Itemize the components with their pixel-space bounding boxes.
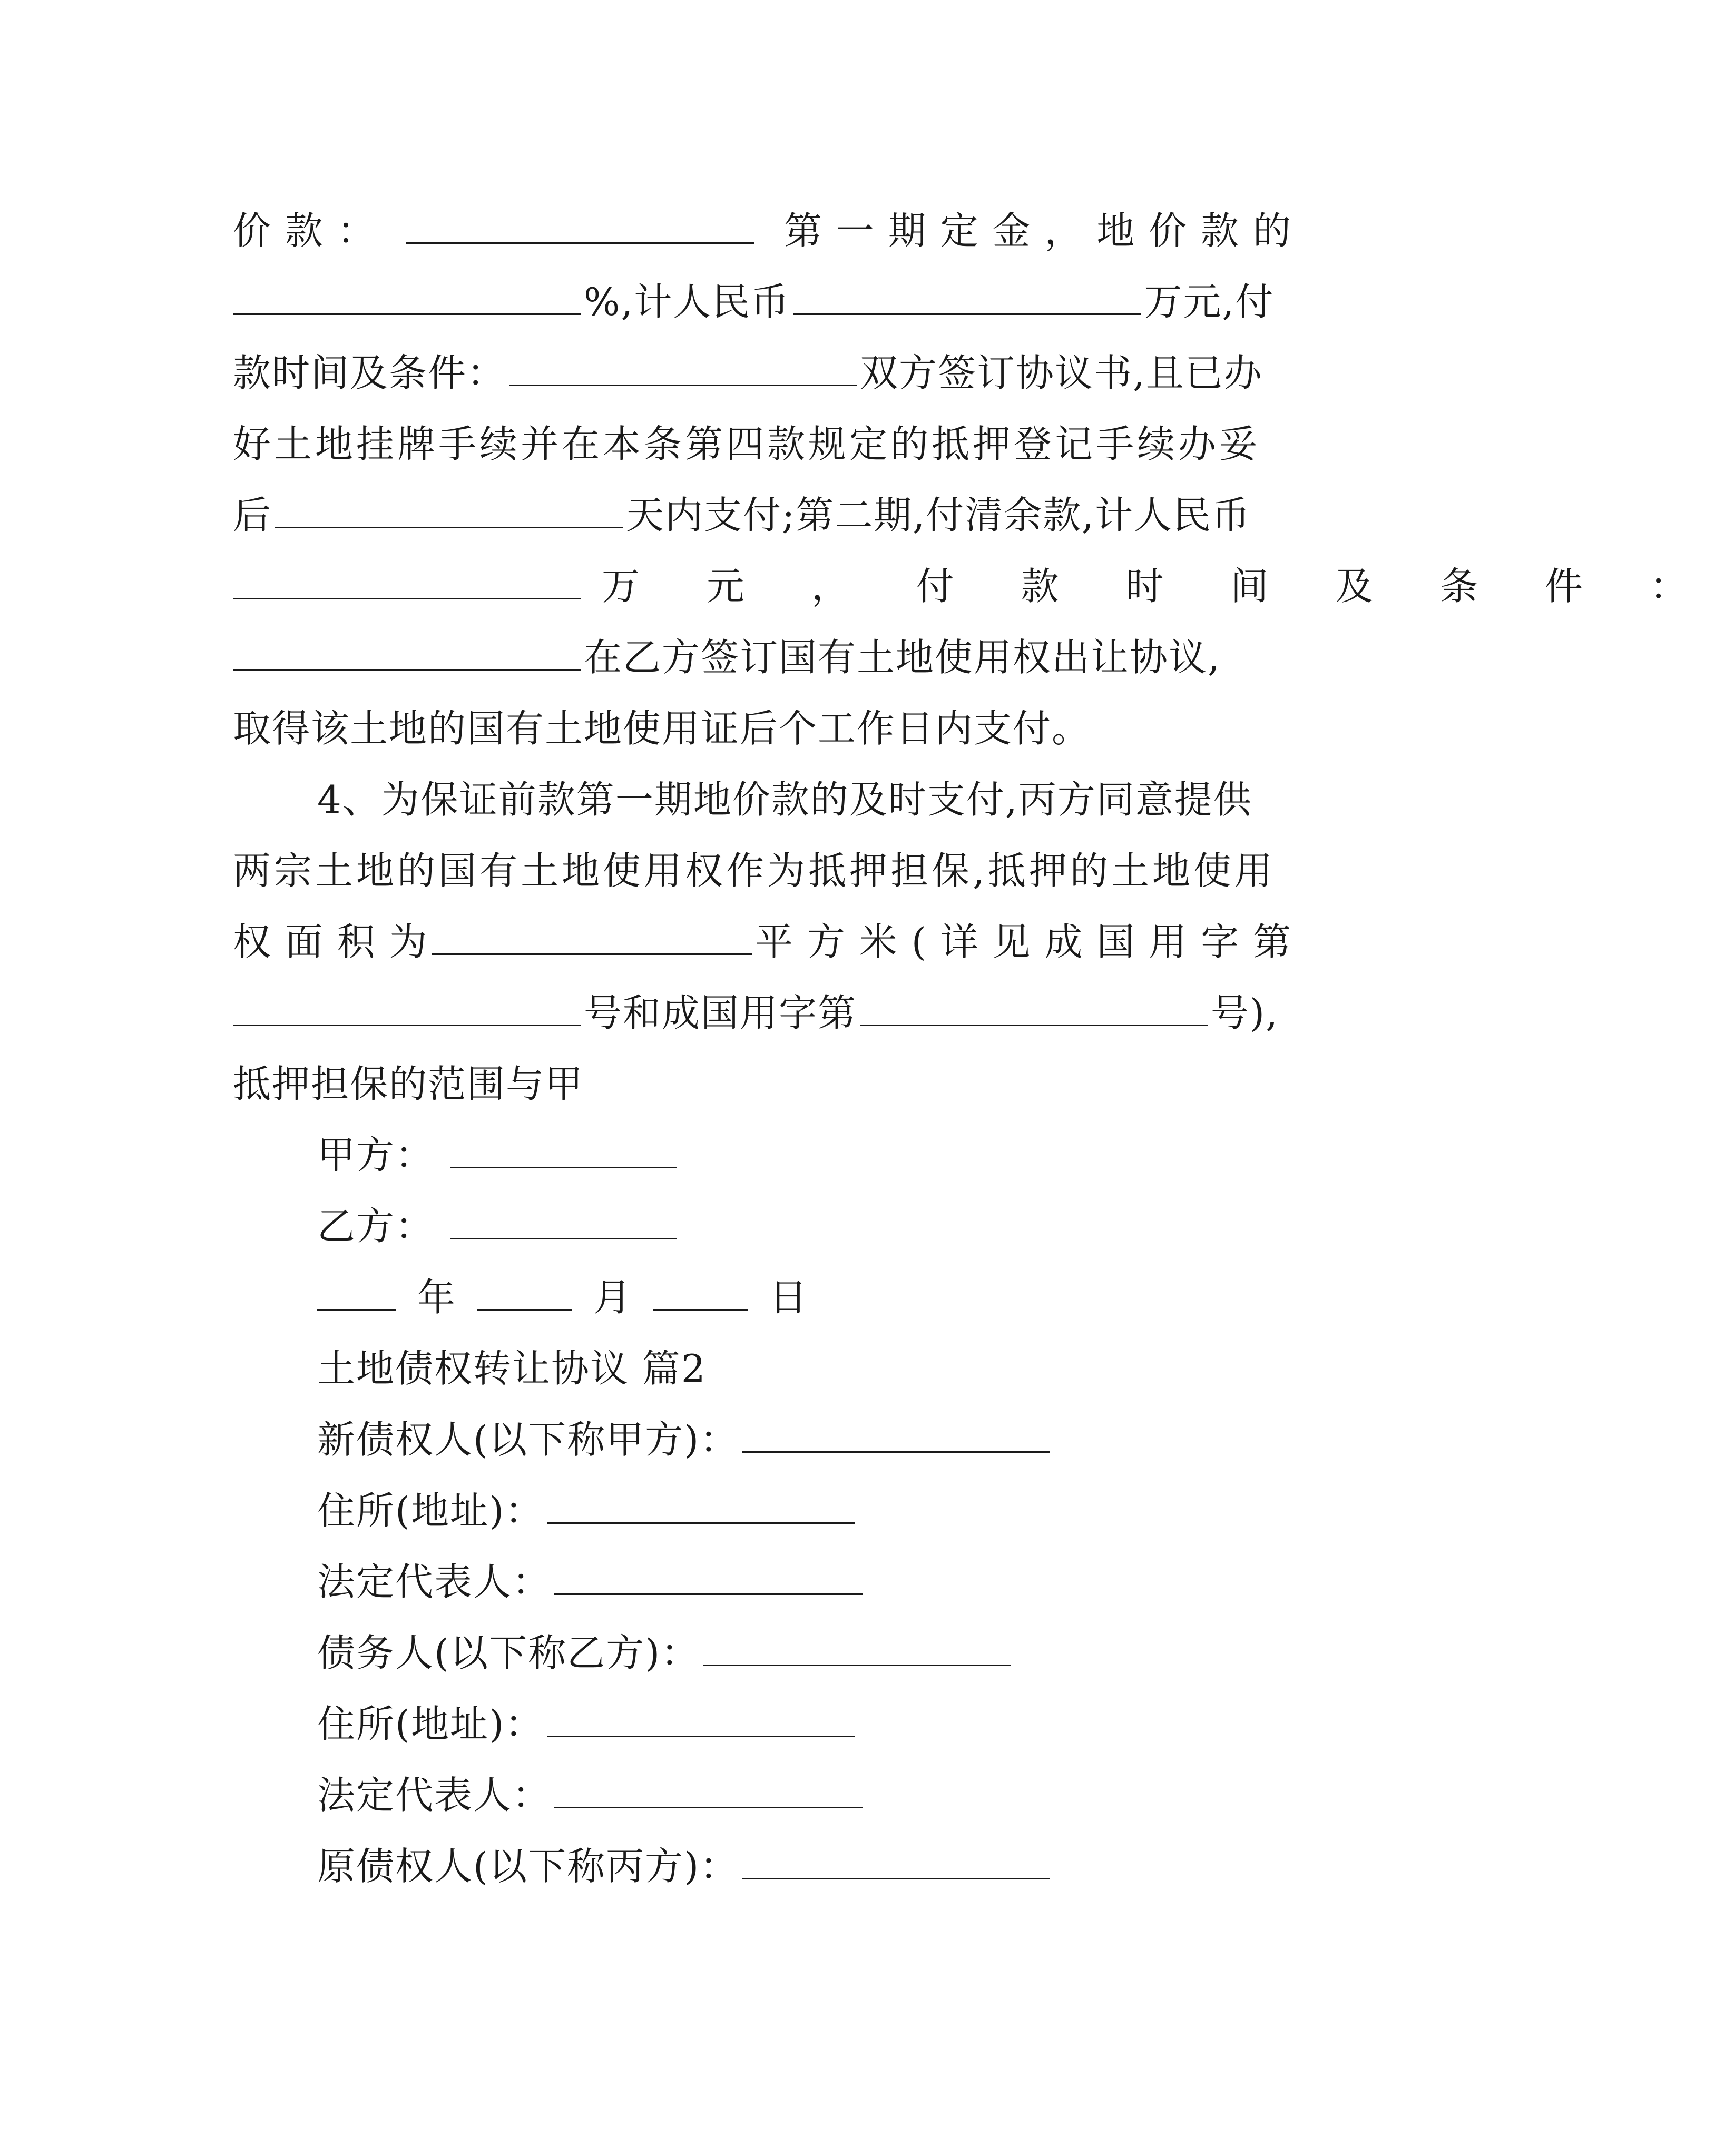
p1-l2-text-a: %,计人民币	[584, 280, 790, 324]
legal-rep-blank-2[interactable]	[554, 1776, 863, 1808]
p1-line-1	[233, 206, 1292, 255]
legal-rep-label-1: 法定代表人：	[317, 1560, 552, 1604]
p1-l2-text-b: 万元,付	[1144, 280, 1275, 324]
p1-l3-text-b: 双方签订协议书,且已办	[860, 351, 1263, 395]
p1-l3-text-a: 款时间及条件：	[233, 351, 506, 395]
rmb-amount-blank-1[interactable]	[793, 283, 1141, 315]
p2-l1-text: 4、为保证前款第一期地价款的及时支付,丙方同意提供	[317, 777, 1252, 822]
new-creditor-label: 新债权人(以下称甲方)：	[317, 1417, 739, 1462]
p1-l8-text: 取得该土地的国有土地使用证后个工作日内支付。	[233, 706, 1091, 751]
party-a-signature-line	[317, 1131, 680, 1179]
legal-rep-blank-1[interactable]	[554, 1563, 863, 1595]
new-creditor-blank[interactable]	[742, 1421, 1050, 1453]
address-label-1: 住所(地址)：	[317, 1489, 544, 1533]
p2-line-3	[233, 918, 1292, 966]
party-a-blank[interactable]	[450, 1136, 677, 1168]
year-label: 年	[417, 1275, 457, 1320]
day-blank[interactable]	[653, 1278, 748, 1311]
p1-l7-text: 在乙方签订国有土地使用权出让协议,	[584, 635, 1221, 680]
month-blank[interactable]	[477, 1278, 572, 1311]
p1-l4-text: 好土地挂牌手续并在本条第四款规定的抵押登记手续办妥	[233, 422, 1261, 466]
p2-l4-text-a: 号和成国用字第	[584, 991, 857, 1035]
p1-line-4	[233, 420, 1260, 468]
original-creditor-line	[317, 1842, 1053, 1891]
days-blank[interactable]	[275, 496, 623, 528]
month-label: 月	[593, 1275, 633, 1320]
p2-l3-text-a: 权 面 积 为	[233, 920, 428, 964]
payment-condition-blank-2[interactable]	[233, 638, 581, 671]
p1-l5-text-b: 天内支付;第二期,付清余款,计人民币	[626, 493, 1251, 537]
p2-l4-text-b: 号),	[1211, 991, 1279, 1035]
address-line-2	[317, 1700, 858, 1748]
party-b-label: 乙方：	[317, 1204, 435, 1248]
area-blank[interactable]	[432, 923, 752, 955]
legal-rep-line-1	[317, 1558, 866, 1606]
debtor-blank[interactable]	[703, 1634, 1011, 1666]
address-blank-2[interactable]	[547, 1705, 855, 1737]
debtor-label: 债务人(以下称乙方)：	[317, 1631, 700, 1675]
p1-line-5	[233, 491, 1251, 539]
certificate-no-blank-1[interactable]	[233, 994, 581, 1026]
p2-line-1	[317, 775, 1252, 824]
p1-line-6	[233, 562, 1715, 611]
original-creditor-label: 原债权人(以下称丙方)：	[317, 1844, 739, 1888]
p1-line-3	[233, 349, 1263, 397]
p1-l1-text-b: 第 一 期 定 金 ， 地 价 款 的	[784, 209, 1292, 253]
p1-line-2	[233, 278, 1274, 326]
debtor-line	[317, 1629, 1014, 1677]
legal-rep-label-2: 法定代表人：	[317, 1773, 552, 1817]
p1-l1-text-a: 价 款 ：	[233, 209, 376, 253]
p1-l5-text-a: 后	[233, 493, 272, 537]
address-label-2: 住所(地址)：	[317, 1702, 544, 1746]
party-b-signature-line	[317, 1202, 680, 1251]
address-blank-1[interactable]	[547, 1492, 855, 1524]
date-line	[317, 1273, 808, 1322]
payment-condition-blank-1[interactable]	[509, 354, 857, 386]
day-label: 日	[769, 1275, 809, 1320]
certificate-no-blank-2[interactable]	[860, 994, 1208, 1026]
rmb-amount-blank-2[interactable]	[233, 567, 581, 599]
p2-line-2	[233, 846, 1276, 895]
p1-line-8	[233, 704, 1091, 753]
p2-l3-text-b: 平 方 米 ( 详 见 成 国 用 字 第	[755, 920, 1292, 964]
section-2-title-text: 土地债权转让协议 篇2	[317, 1346, 707, 1391]
p1-l6-text: 万 元 ， 付 款 时 间 及 条 件 ：	[602, 564, 1715, 608]
section-2-title	[317, 1344, 707, 1393]
price-blank[interactable]	[406, 212, 754, 244]
party-b-blank[interactable]	[450, 1207, 677, 1239]
p2-l5-text: 抵押担保的范围与甲	[233, 1062, 584, 1106]
percent-blank[interactable]	[233, 283, 581, 315]
new-creditor-line	[317, 1415, 1053, 1464]
p2-line-5	[233, 1060, 584, 1108]
year-blank[interactable]	[317, 1278, 396, 1311]
party-a-label: 甲方：	[317, 1133, 435, 1177]
p1-line-7	[233, 633, 1221, 682]
p2-l2-text: 两宗土地的国有土地使用权作为抵押担保,抵押的土地使用	[233, 849, 1276, 893]
p2-line-4	[233, 989, 1279, 1037]
original-creditor-blank[interactable]	[742, 1847, 1050, 1879]
legal-rep-line-2	[317, 1771, 866, 1819]
address-line-1	[317, 1486, 858, 1535]
